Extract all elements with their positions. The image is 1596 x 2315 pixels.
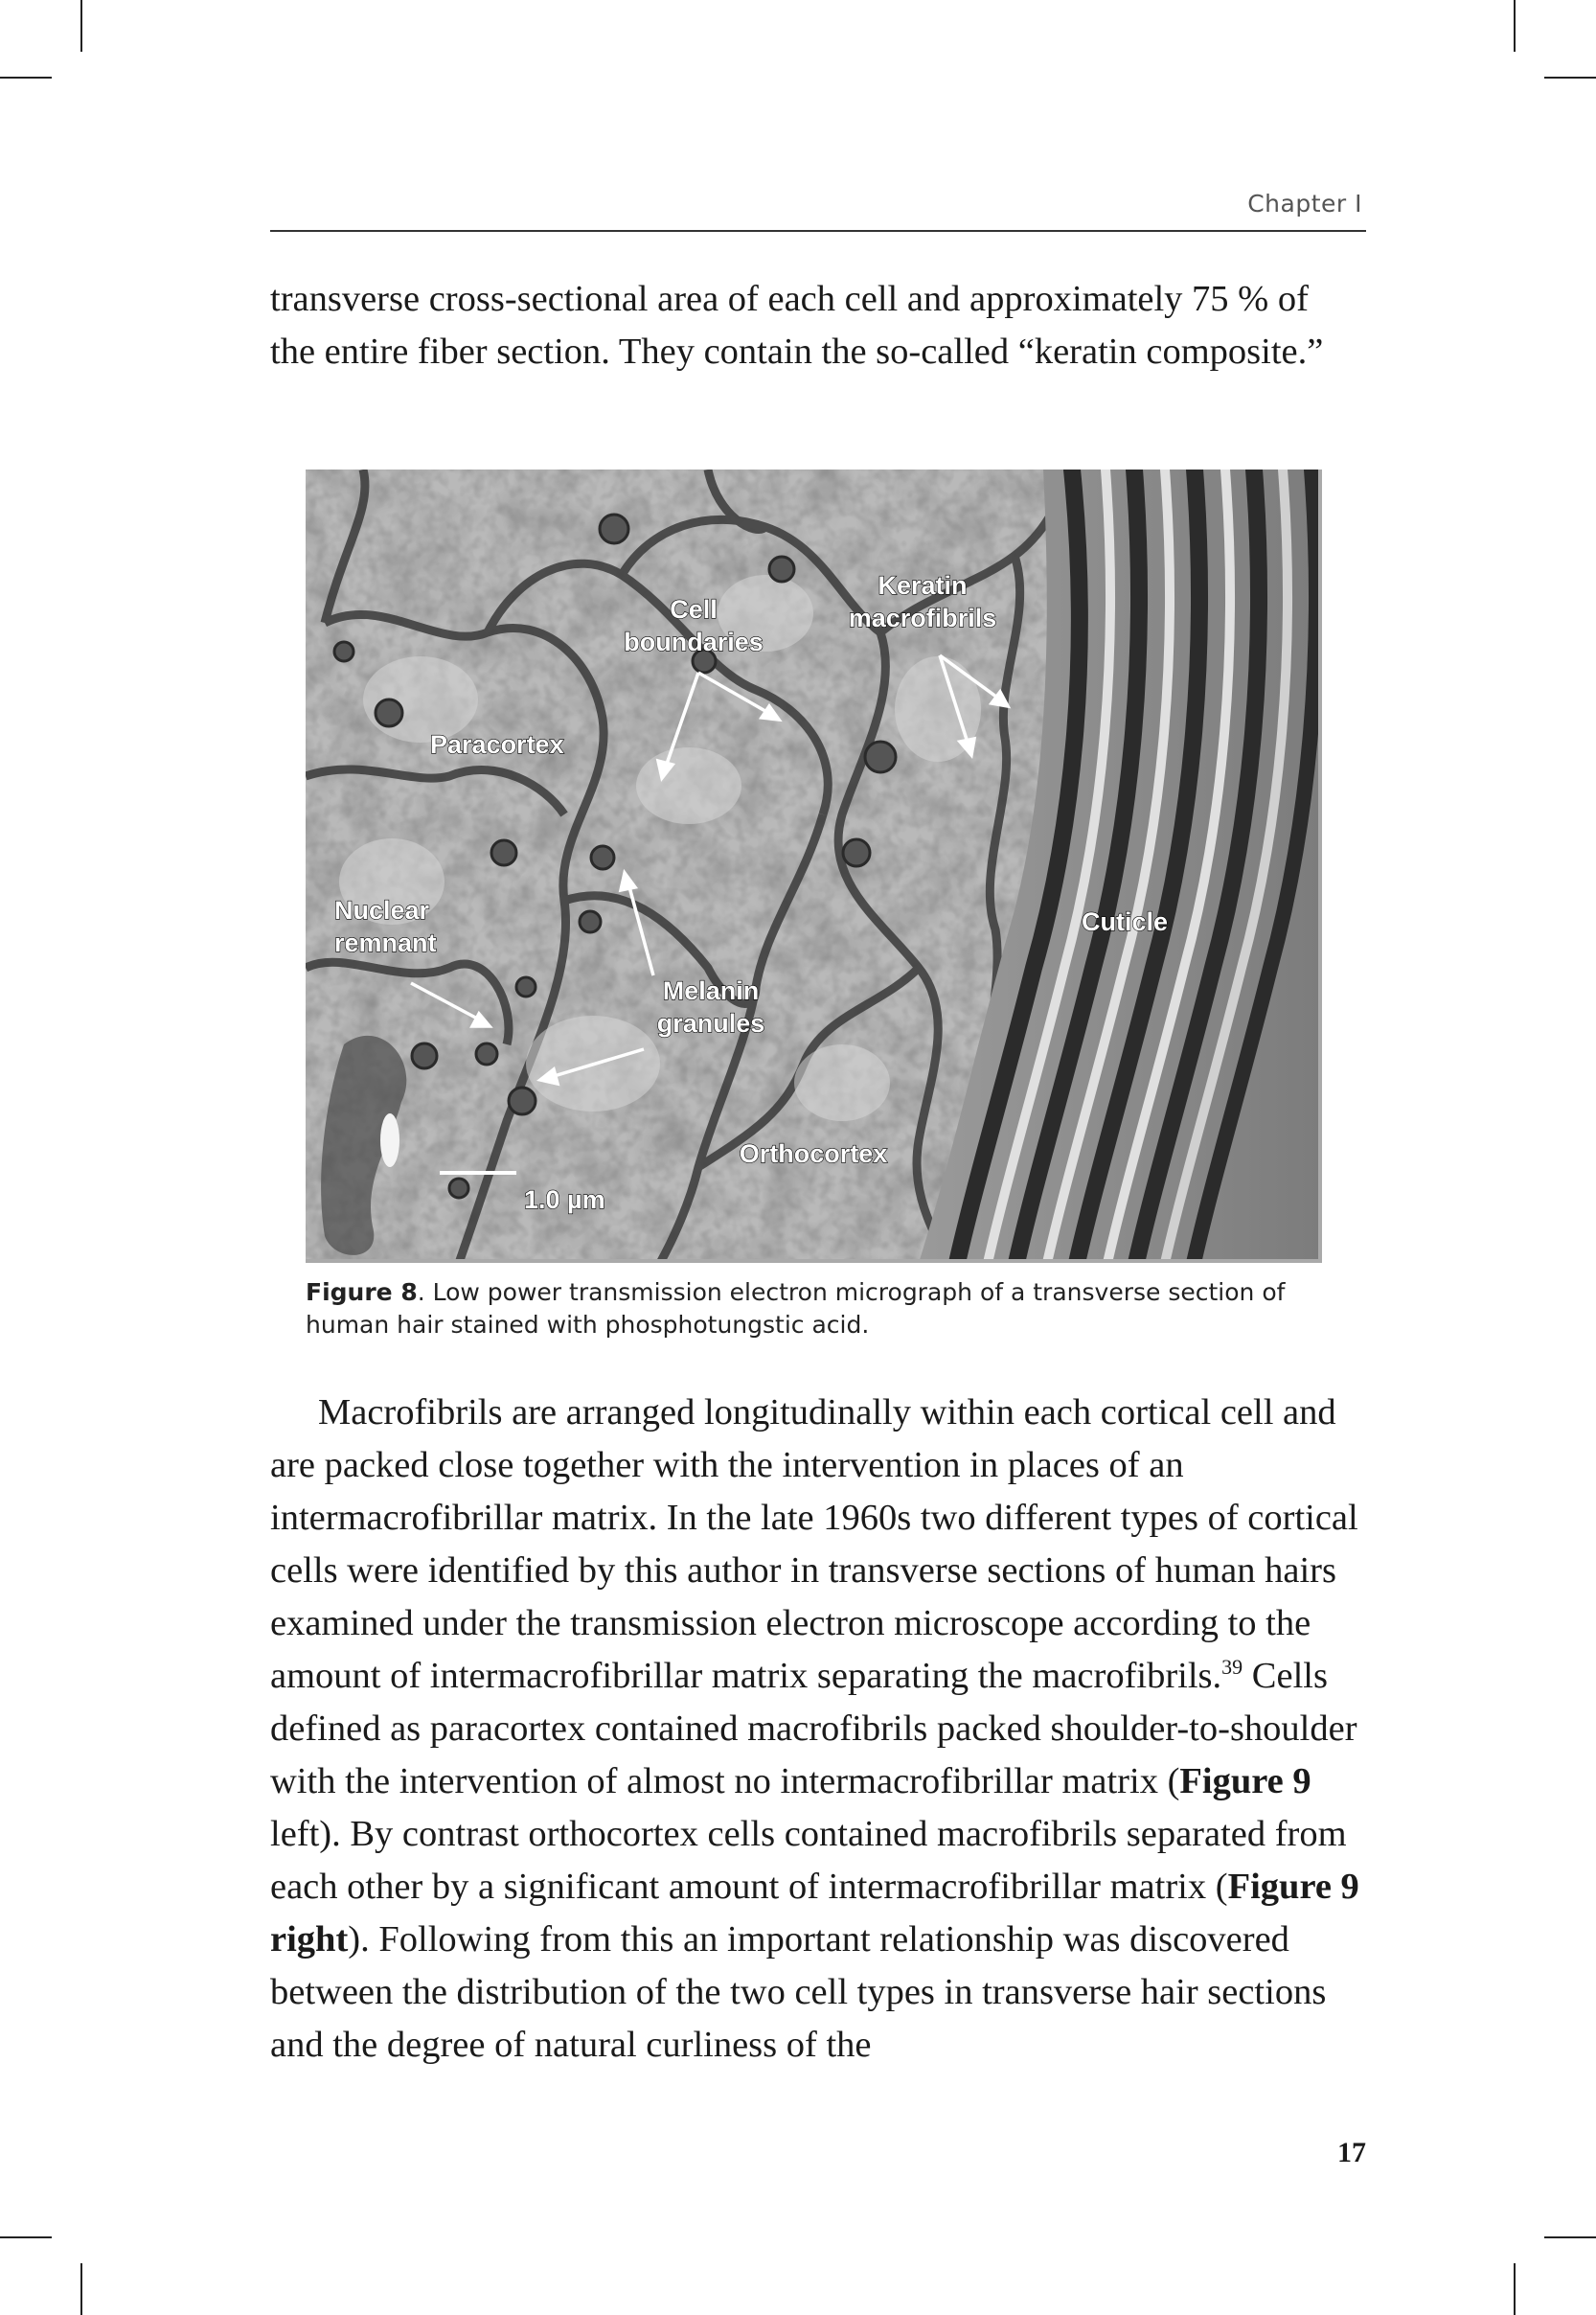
paragraph-intro: transverse cross-sectional area of each cell and approximately 75 % of the entire fiber section. They contain the so-called “keratin composite.”: [270, 279, 1324, 372]
label-keratin-macrofibrils: Keratin: [878, 571, 968, 600]
paragraph-text: left). By contrast orthocortex cells contained macrofibrils separated from each other by a significant amount of intermacrofibrillar matrix (: [270, 1814, 1347, 1907]
figure-caption: [306, 1276, 1340, 1341]
crop-mark: [0, 2236, 52, 2238]
crop-mark: [1544, 2236, 1596, 2238]
micrograph-image: [306, 470, 1322, 1263]
figure-micrograph: [306, 470, 1322, 1263]
label-nuclear-remnant: Nuclear: [334, 896, 430, 925]
label-scale-bar: 1.0 µm: [524, 1185, 605, 1214]
paragraph-macrofibrils: [270, 1387, 1362, 2072]
label-paracortex: Paracortex: [430, 730, 564, 759]
paragraph-text: ). Following from this an important relationship was discovered between the distribution of the two cell types in transverse hair sections and the degree of natural curliness of the: [270, 1919, 1327, 2065]
caption-label: Figure 8: [306, 1278, 418, 1306]
paragraph-text: Cells defined as paracortex contained macrofibrils packed shoulder-to-shoulder with the intervention of almost no intermacrofibrillar matrix (: [270, 1656, 1357, 1801]
caption-text: . Low power transmission electron micrograph of a transverse section of human hair stained with phosphotungstic acid.: [306, 1278, 1286, 1339]
crop-mark: [1514, 0, 1516, 52]
crop-mark: [1544, 77, 1596, 79]
label-melanin-granules: granules: [656, 1009, 765, 1038]
chapter-label: Chapter I: [1247, 190, 1362, 218]
label-cuticle: Cuticle: [1082, 907, 1169, 936]
footnote-ref: 39: [1221, 1655, 1243, 1679]
crop-mark: [0, 77, 52, 79]
label-cell-boundaries: Cell: [670, 595, 718, 624]
running-head: [270, 188, 1366, 232]
crop-mark: [1514, 2263, 1516, 2315]
label-keratin-macrofibrils: macrofibrils: [848, 604, 997, 632]
figure-ref: Figure 9 right: [270, 1867, 1359, 1960]
crop-mark: [80, 2263, 82, 2315]
label-melanin-granules: Melanin: [662, 976, 760, 1005]
label-orthocortex: Orthocortex: [739, 1139, 888, 1168]
label-cell-boundaries: boundaries: [624, 628, 764, 656]
label-nuclear-remnant: remnant: [334, 928, 437, 957]
paragraph-text: Macrofibrils are arranged longitudinally within each cortical cell and are packed close together with the intervention in places of an intermacrofibrillar matrix. In the late 1960s two different types of cortical cells were identified by this author in transverse sections of human hairs examined under the transmission electron microscope according to the amount of intermacrofibrillar matrix separating the macrofibrils.: [270, 1392, 1358, 1696]
crop-mark: [80, 0, 82, 52]
page-number: 17: [1337, 2137, 1366, 2168]
figure-ref: Figure 9: [1179, 1761, 1311, 1801]
